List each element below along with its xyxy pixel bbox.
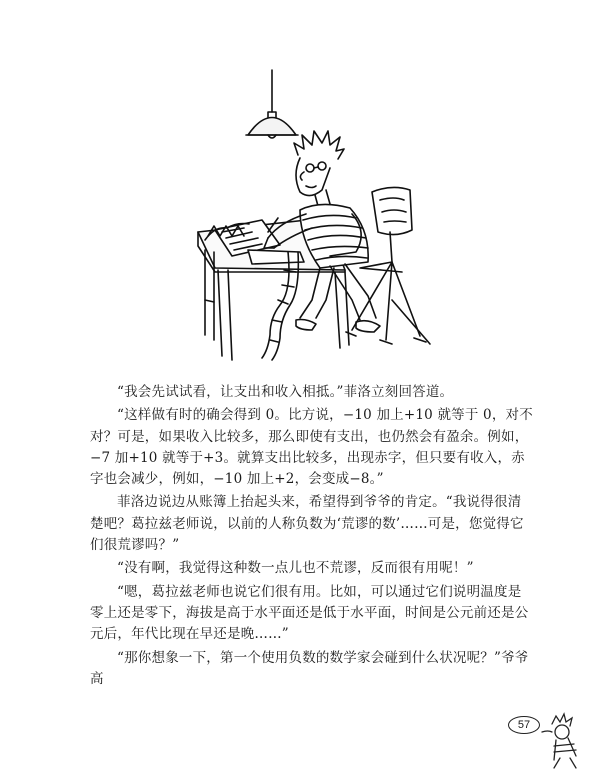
hanging-lamp <box>246 70 298 138</box>
paragraph-5: “嗯，葛拉兹老师也说它们很有用。比如，可以通过它们说明温度是零上还是零下，海拔是高于水平面还是低于水平面，时间是公元前还是公元后，年代比现在早还是晚……” <box>90 583 529 643</box>
corner-boy-doodle-icon <box>490 680 600 770</box>
body-text <box>90 382 535 690</box>
page-number: 57 <box>508 716 540 734</box>
paragraph-4: “没有啊，我觉得这种数一点儿也不荒谬，反而很有用呢！” <box>117 560 474 577</box>
paragraph-3: 菲洛边说边从账簿上抬起头来，希望得到爷爷的肯定。“我说得很清楚吧？葛拉兹老师说，以前的人称负数为‘荒谬的数’……可是，您觉得它们很荒谬吗？” <box>90 494 524 554</box>
paragraph-2: “这样做有时的确会得到 0。比方说，−10 加上+10 就等于 0，对不对？可是，如果收入比较多，那么即使有支出，也仍然会有盈余。例如，−7 加+10 就等于+3。就算支出比较多，出现赤字，但只要有收入，赤字也会减少，例如，−10 加上+2，会变成−8。” <box>90 407 533 488</box>
paragraph-6: “那你想象一下，第一个使用负数的数学家会碰到什么状况呢？”爷爷高 <box>90 649 529 687</box>
illustration-boy-at-desk <box>0 0 600 370</box>
page-number-area <box>490 680 600 770</box>
paragraph-1: “我会先试试看，让支出和收入相抵。”菲洛立刻回答道。 <box>117 384 454 400</box>
